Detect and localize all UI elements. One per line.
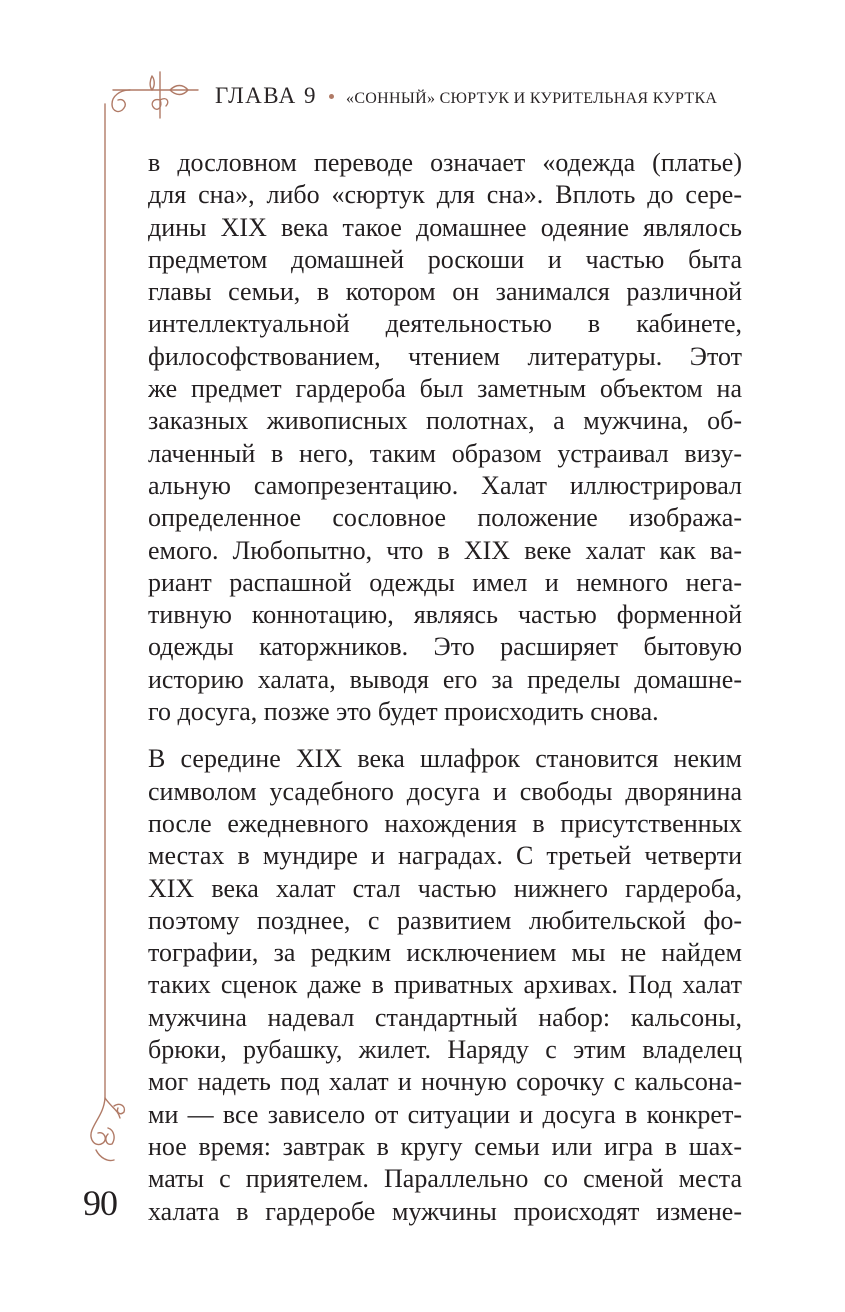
- text-line: тографии, за редким исключением мы не найдем: [148, 938, 742, 968]
- text-line: емого. Любопытно, что в XIX веке халат как ва-: [148, 535, 742, 565]
- header-separator-dot: [329, 94, 334, 99]
- chapter-title: «СОННЫЙ» СЮРТУК И КУРИТЕЛЬНАЯ КУРТКА: [346, 90, 718, 107]
- text-line: брюки, рубашку, жилет. Наряду с этим владелец: [148, 1035, 742, 1065]
- body-text: [148, 147, 742, 1228]
- page-number: 90: [83, 1183, 117, 1223]
- text-line: заказных живописных полотнах, а мужчина, об-: [148, 406, 742, 436]
- paragraph-1: [148, 147, 742, 728]
- paragraph-2: [148, 743, 742, 1227]
- text-line: альную самопрезентацию. Халат иллюстрировал: [148, 470, 742, 500]
- text-line: поэтому позднее, с развитием любительской фо-: [148, 905, 742, 935]
- text-line: го досуга, позже это будет происходить снова.: [148, 697, 659, 727]
- text-line: риант распашной одежды имел и немного нега-: [148, 567, 742, 597]
- text-line: историю халата, выводя его за пределы домашне-: [148, 664, 742, 694]
- text-line: маты с приятелем. Параллельно со сменой места: [148, 1164, 742, 1194]
- chapter-label: ГЛАВА 9: [215, 83, 318, 108]
- text-line: тивную коннотацию, являясь частью форменной: [148, 600, 742, 630]
- text-line: таких сценок даже в приватных архивах. Под халат: [148, 970, 742, 1000]
- text-line: философствованием, чтением литературы. Этот: [148, 341, 742, 371]
- text-line: после ежедневного нахождения в присутственных: [148, 808, 742, 838]
- text-line: для сна», либо «сюртук для сна». Вплоть до сере-: [148, 180, 742, 210]
- text-line: определенное сословное положение изобража-: [148, 503, 742, 533]
- text-line: символом усадебного досуга и свободы дворянина: [148, 776, 742, 806]
- text-line: халата в гардеробе мужчины происходят измене-: [148, 1196, 742, 1226]
- text-line: В середине XIX века шлафрок становится неким: [148, 744, 742, 774]
- text-line: лаченный в него, таким образом устраивал визу-: [148, 438, 742, 468]
- text-line: одежды каторжников. Это расширяет бытовую: [148, 632, 742, 662]
- text-line: дины XIX века такое домашнее одеяние являлось: [148, 212, 742, 242]
- text-line: мужчина надевал стандартный набор: кальсоны,: [148, 1002, 742, 1032]
- text-line: XIX века халат стал частью нижнего гардероба,: [148, 873, 742, 903]
- running-header: [215, 83, 775, 109]
- text-line: главы семьи, в котором он занимался различной: [148, 277, 742, 307]
- text-line: мог надеть под халат и ночную сорочку с кальсона-: [148, 1067, 742, 1097]
- text-line: ное время: завтрак в кругу семьи или игра в шах-: [148, 1131, 742, 1161]
- text-line: предметом домашней роскоши и частью быта: [148, 244, 742, 274]
- text-line: ми — все зависело от ситуации и досуга в конкрет-: [148, 1099, 742, 1129]
- text-line: в дословном переводе означает «одежда (платье): [148, 148, 742, 177]
- text-line: местах в мундире и наградах. С третьей четверти: [148, 841, 742, 871]
- text-line: интеллектуальной деятельностью в кабинете,: [148, 309, 742, 339]
- paragraph-gap: [148, 728, 742, 743]
- text-line: же предмет гардероба был заметным объектом на: [148, 374, 742, 404]
